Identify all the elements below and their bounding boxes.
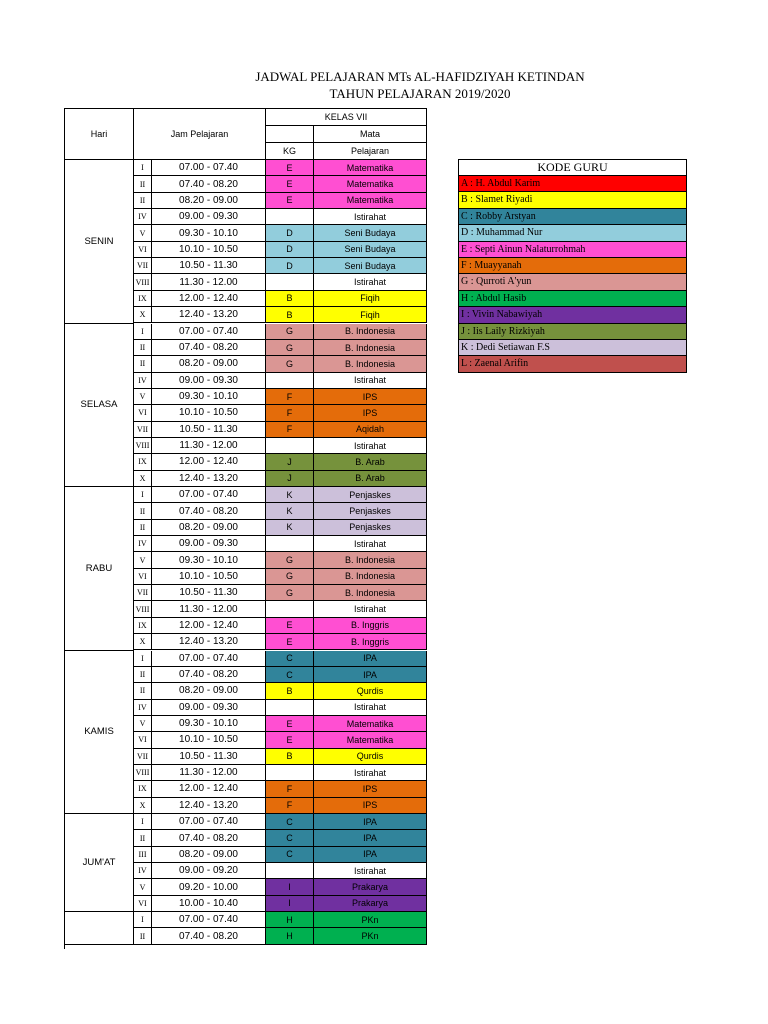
period-number: IX bbox=[134, 618, 152, 634]
teacher-code: C bbox=[266, 651, 314, 667]
teacher-code: D bbox=[266, 258, 314, 274]
day-name: SENIN bbox=[65, 160, 134, 324]
teacher-code: J bbox=[266, 454, 314, 470]
teacher-code: D bbox=[266, 225, 314, 241]
period-number: IV bbox=[134, 209, 152, 225]
subject-name: Qurdis bbox=[314, 749, 427, 765]
period-time: 09.30 - 10.10 bbox=[152, 552, 266, 568]
teacher-code: G bbox=[266, 552, 314, 568]
subject-name: IPS bbox=[314, 781, 427, 797]
teacher-code: H bbox=[266, 928, 314, 944]
period-time: 07.00 - 07.40 bbox=[152, 324, 266, 340]
period-time: 07.40 - 08.20 bbox=[152, 667, 266, 683]
period-number: V bbox=[134, 389, 152, 405]
period-time: 07.00 - 07.40 bbox=[152, 814, 266, 830]
period-number: IV bbox=[134, 373, 152, 389]
period-time: 09.00 - 09.20 bbox=[152, 863, 266, 879]
period-number: II bbox=[134, 340, 152, 356]
period-time: 12.00 - 12.40 bbox=[152, 781, 266, 797]
subject-name: Istirahat bbox=[314, 209, 427, 225]
period-time: 09.30 - 10.10 bbox=[152, 716, 266, 732]
period-time: 10.10 - 10.50 bbox=[152, 242, 266, 258]
period-number: II bbox=[134, 683, 152, 699]
period-number: VI bbox=[134, 732, 152, 748]
period-number: II bbox=[134, 356, 152, 372]
mata-header: Mata bbox=[314, 126, 427, 143]
subject-name: Istirahat bbox=[314, 373, 427, 389]
hari-header: Hari bbox=[65, 109, 134, 160]
subject-name: Fiqih bbox=[314, 291, 427, 307]
schedule-table bbox=[64, 108, 427, 949]
period-time: 11.30 - 12.00 bbox=[152, 274, 266, 290]
period-number: II bbox=[134, 176, 152, 192]
period-number: VII bbox=[134, 585, 152, 601]
kelas-header: KELAS VII bbox=[266, 109, 427, 126]
subject-name: Istirahat bbox=[314, 536, 427, 552]
teacher-code bbox=[266, 765, 314, 781]
day-name bbox=[65, 912, 134, 945]
period-number: V bbox=[134, 225, 152, 241]
period-number: VIII bbox=[134, 765, 152, 781]
subject-name: Matematika bbox=[314, 193, 427, 209]
period-time: 10.10 - 10.50 bbox=[152, 732, 266, 748]
subject-name: B. Indonesia bbox=[314, 356, 427, 372]
teacher-code bbox=[266, 863, 314, 879]
period-number: IV bbox=[134, 863, 152, 879]
teacher-code: H bbox=[266, 912, 314, 928]
period-time: 12.40 - 13.20 bbox=[152, 634, 266, 650]
period-time: 07.40 - 08.20 bbox=[152, 928, 266, 944]
subject-name: Istirahat bbox=[314, 438, 427, 454]
legend-item: D : Muhammad Nur bbox=[459, 225, 687, 241]
subject-name: Seni Budaya bbox=[314, 225, 427, 241]
subject-name: PKn bbox=[314, 912, 427, 928]
period-time: 08.20 - 09.00 bbox=[152, 356, 266, 372]
period-time: 07.40 - 08.20 bbox=[152, 503, 266, 519]
teacher-code: E bbox=[266, 193, 314, 209]
subject-name: Istirahat bbox=[314, 274, 427, 290]
period-number: VII bbox=[134, 258, 152, 274]
kg-header: KG bbox=[266, 143, 314, 160]
period-time: 09.00 - 09.30 bbox=[152, 700, 266, 716]
subject-name: Prakarya bbox=[314, 896, 427, 912]
period-number: IV bbox=[134, 700, 152, 716]
period-number: X bbox=[134, 307, 152, 323]
period-time: 10.00 - 10.40 bbox=[152, 896, 266, 912]
period-number: VIII bbox=[134, 438, 152, 454]
period-number: X bbox=[134, 798, 152, 814]
teacher-code: E bbox=[266, 716, 314, 732]
day-name: KAMIS bbox=[65, 651, 134, 815]
period-time: 07.00 - 07.40 bbox=[152, 160, 266, 176]
teacher-code: I bbox=[266, 879, 314, 895]
subject-name: B. Indonesia bbox=[314, 340, 427, 356]
period-number: X bbox=[134, 471, 152, 487]
subject-name: B. Inggris bbox=[314, 618, 427, 634]
subject-name: IPS bbox=[314, 405, 427, 421]
document-title: JADWAL PELAJARAN MTs AL-HAFIDZIYAH KETINDAN bbox=[255, 69, 585, 84]
teacher-code bbox=[266, 274, 314, 290]
legend-item: J : Iis Laily Rizkiyah bbox=[459, 324, 687, 340]
teacher-code: I bbox=[266, 896, 314, 912]
subject-name: Istirahat bbox=[314, 863, 427, 879]
period-number: IX bbox=[134, 781, 152, 797]
pelajaran-header: Pelajaran bbox=[314, 143, 427, 160]
teacher-code: F bbox=[266, 798, 314, 814]
teacher-code: C bbox=[266, 814, 314, 830]
period-time: 07.00 - 07.40 bbox=[152, 487, 266, 503]
period-number: X bbox=[134, 634, 152, 650]
teacher-code: C bbox=[266, 667, 314, 683]
document-subtitle: TAHUN PELAJARAN 2019/2020 bbox=[329, 86, 511, 101]
teacher-code: D bbox=[266, 242, 314, 258]
subject-name: IPA bbox=[314, 847, 427, 863]
teacher-code: E bbox=[266, 176, 314, 192]
subject-name: Matematika bbox=[314, 176, 427, 192]
teacher-code: B bbox=[266, 307, 314, 323]
teacher-code: F bbox=[266, 781, 314, 797]
teacher-code bbox=[266, 601, 314, 617]
period-number: I bbox=[134, 487, 152, 503]
subject-name: Matematika bbox=[314, 716, 427, 732]
subject-name: Qurdis bbox=[314, 683, 427, 699]
legend-item: H : Abdul Hasib bbox=[459, 291, 687, 307]
teacher-code bbox=[266, 536, 314, 552]
subject-name: B. Indonesia bbox=[314, 324, 427, 340]
period-number: I bbox=[134, 912, 152, 928]
subject-name: Prakarya bbox=[314, 879, 427, 895]
subject-name: B. Inggris bbox=[314, 634, 427, 650]
period-time: 10.50 - 11.30 bbox=[152, 749, 266, 765]
teacher-code bbox=[266, 373, 314, 389]
subject-name: B. Indonesia bbox=[314, 552, 427, 568]
teacher-code: G bbox=[266, 569, 314, 585]
teacher-code: C bbox=[266, 830, 314, 846]
kg-header-top bbox=[266, 126, 314, 143]
subject-name: Penjaskes bbox=[314, 520, 427, 536]
subject-name: Fiqih bbox=[314, 307, 427, 323]
period-number: IX bbox=[134, 291, 152, 307]
period-time: 08.20 - 09.00 bbox=[152, 193, 266, 209]
subject-name: B. Arab bbox=[314, 471, 427, 487]
period-time: 07.40 - 08.20 bbox=[152, 176, 266, 192]
period-number: IX bbox=[134, 454, 152, 470]
subject-name: Aqidah bbox=[314, 422, 427, 438]
subject-name: IPS bbox=[314, 389, 427, 405]
period-time: 12.40 - 13.20 bbox=[152, 798, 266, 814]
period-number: V bbox=[134, 716, 152, 732]
period-number: II bbox=[134, 503, 152, 519]
subject-name: Seni Budaya bbox=[314, 242, 427, 258]
subject-name: Penjaskes bbox=[314, 503, 427, 519]
teacher-code: F bbox=[266, 422, 314, 438]
teacher-code: K bbox=[266, 503, 314, 519]
period-time: 07.00 - 07.40 bbox=[152, 651, 266, 667]
period-time: 09.30 - 10.10 bbox=[152, 225, 266, 241]
period-time: 07.40 - 08.20 bbox=[152, 830, 266, 846]
period-time: 09.00 - 09.30 bbox=[152, 209, 266, 225]
teacher-code-legend bbox=[458, 159, 687, 373]
legend-item: B : Slamet Riyadi bbox=[459, 192, 687, 208]
day-name: SELASA bbox=[65, 324, 134, 488]
subject-name: Matematika bbox=[314, 160, 427, 176]
teacher-code: E bbox=[266, 634, 314, 650]
teacher-code: K bbox=[266, 520, 314, 536]
period-number: II bbox=[134, 667, 152, 683]
period-time: 09.00 - 09.30 bbox=[152, 373, 266, 389]
legend-item: E : Septi Ainun Nalaturrohmah bbox=[459, 242, 687, 258]
subject-name: B. Indonesia bbox=[314, 585, 427, 601]
period-number: VII bbox=[134, 749, 152, 765]
legend-item: G : Qurroti A'yun bbox=[459, 274, 687, 290]
period-time: 12.40 - 13.20 bbox=[152, 471, 266, 487]
teacher-code: J bbox=[266, 471, 314, 487]
teacher-code: B bbox=[266, 683, 314, 699]
day-name: RABU bbox=[65, 487, 134, 651]
period-number: III bbox=[134, 847, 152, 863]
subject-name: IPA bbox=[314, 651, 427, 667]
subject-name: IPS bbox=[314, 798, 427, 814]
subject-name: Istirahat bbox=[314, 765, 427, 781]
legend-item: A : H. Abdul Karim bbox=[459, 176, 687, 192]
period-number: I bbox=[134, 814, 152, 830]
period-time: 12.00 - 12.40 bbox=[152, 618, 266, 634]
period-time: 10.50 - 11.30 bbox=[152, 258, 266, 274]
period-time: 11.30 - 12.00 bbox=[152, 438, 266, 454]
teacher-code bbox=[266, 209, 314, 225]
period-time: 11.30 - 12.00 bbox=[152, 601, 266, 617]
period-number: I bbox=[134, 160, 152, 176]
subject-name: IPA bbox=[314, 830, 427, 846]
period-time: 10.10 - 10.50 bbox=[152, 405, 266, 421]
subject-name: Istirahat bbox=[314, 601, 427, 617]
day-name: JUM'AT bbox=[65, 814, 134, 912]
teacher-code: G bbox=[266, 324, 314, 340]
subject-name: IPA bbox=[314, 814, 427, 830]
period-time: 07.40 - 08.20 bbox=[152, 340, 266, 356]
legend-item: L : Zaenal Arifin bbox=[459, 356, 687, 372]
teacher-code bbox=[266, 700, 314, 716]
period-number: VIII bbox=[134, 274, 152, 290]
teacher-code: B bbox=[266, 749, 314, 765]
period-time: 12.00 - 12.40 bbox=[152, 454, 266, 470]
legend-item: C : Robby Arstyan bbox=[459, 209, 687, 225]
teacher-code: B bbox=[266, 291, 314, 307]
period-number: VI bbox=[134, 896, 152, 912]
period-time: 10.10 - 10.50 bbox=[152, 569, 266, 585]
teacher-code: G bbox=[266, 356, 314, 372]
subject-name: B. Arab bbox=[314, 454, 427, 470]
subject-name: Matematika bbox=[314, 732, 427, 748]
teacher-code: C bbox=[266, 847, 314, 863]
legend-item: I : Vivin Nabawiyah bbox=[459, 307, 687, 323]
subject-name: B. Indonesia bbox=[314, 569, 427, 585]
subject-name: PKn bbox=[314, 928, 427, 944]
period-time: 08.20 - 09.00 bbox=[152, 847, 266, 863]
period-time: 09.20 - 10.00 bbox=[152, 879, 266, 895]
subject-name: Seni Budaya bbox=[314, 258, 427, 274]
subject-name: Istirahat bbox=[314, 700, 427, 716]
period-number: I bbox=[134, 324, 152, 340]
teacher-code: E bbox=[266, 160, 314, 176]
period-number: V bbox=[134, 879, 152, 895]
period-time: 08.20 - 09.00 bbox=[152, 520, 266, 536]
period-number: I bbox=[134, 651, 152, 667]
period-time: 12.00 - 12.40 bbox=[152, 291, 266, 307]
jam-pelajaran-header: Jam Pelajaran bbox=[134, 109, 266, 160]
period-number: VII bbox=[134, 422, 152, 438]
teacher-code: F bbox=[266, 405, 314, 421]
teacher-code: G bbox=[266, 585, 314, 601]
teacher-code: K bbox=[266, 487, 314, 503]
period-number: II bbox=[134, 520, 152, 536]
legend-title: KODE GURU bbox=[459, 160, 687, 176]
period-time: 09.30 - 10.10 bbox=[152, 389, 266, 405]
teacher-code: F bbox=[266, 389, 314, 405]
period-number: IV bbox=[134, 536, 152, 552]
legend-item: F : Muayyanah bbox=[459, 258, 687, 274]
period-number: VIII bbox=[134, 601, 152, 617]
period-time: 12.40 - 13.20 bbox=[152, 307, 266, 323]
teacher-code: E bbox=[266, 618, 314, 634]
period-time: 08.20 - 09.00 bbox=[152, 683, 266, 699]
teacher-code bbox=[266, 438, 314, 454]
period-number: II bbox=[134, 928, 152, 944]
legend-item: K : Dedi Setiawan F.S bbox=[459, 340, 687, 356]
period-time: 11.30 - 12.00 bbox=[152, 765, 266, 781]
period-number: VI bbox=[134, 405, 152, 421]
subject-name: Penjaskes bbox=[314, 487, 427, 503]
teacher-code: E bbox=[266, 732, 314, 748]
period-number: II bbox=[134, 830, 152, 846]
period-number: V bbox=[134, 552, 152, 568]
period-number: VI bbox=[134, 569, 152, 585]
period-number: VI bbox=[134, 242, 152, 258]
period-time: 10.50 - 11.30 bbox=[152, 422, 266, 438]
teacher-code: G bbox=[266, 340, 314, 356]
period-time: 10.50 - 11.30 bbox=[152, 585, 266, 601]
period-time: 09.00 - 09.30 bbox=[152, 536, 266, 552]
period-time: 07.00 - 07.40 bbox=[152, 912, 266, 928]
subject-name: IPA bbox=[314, 667, 427, 683]
period-number: II bbox=[134, 193, 152, 209]
